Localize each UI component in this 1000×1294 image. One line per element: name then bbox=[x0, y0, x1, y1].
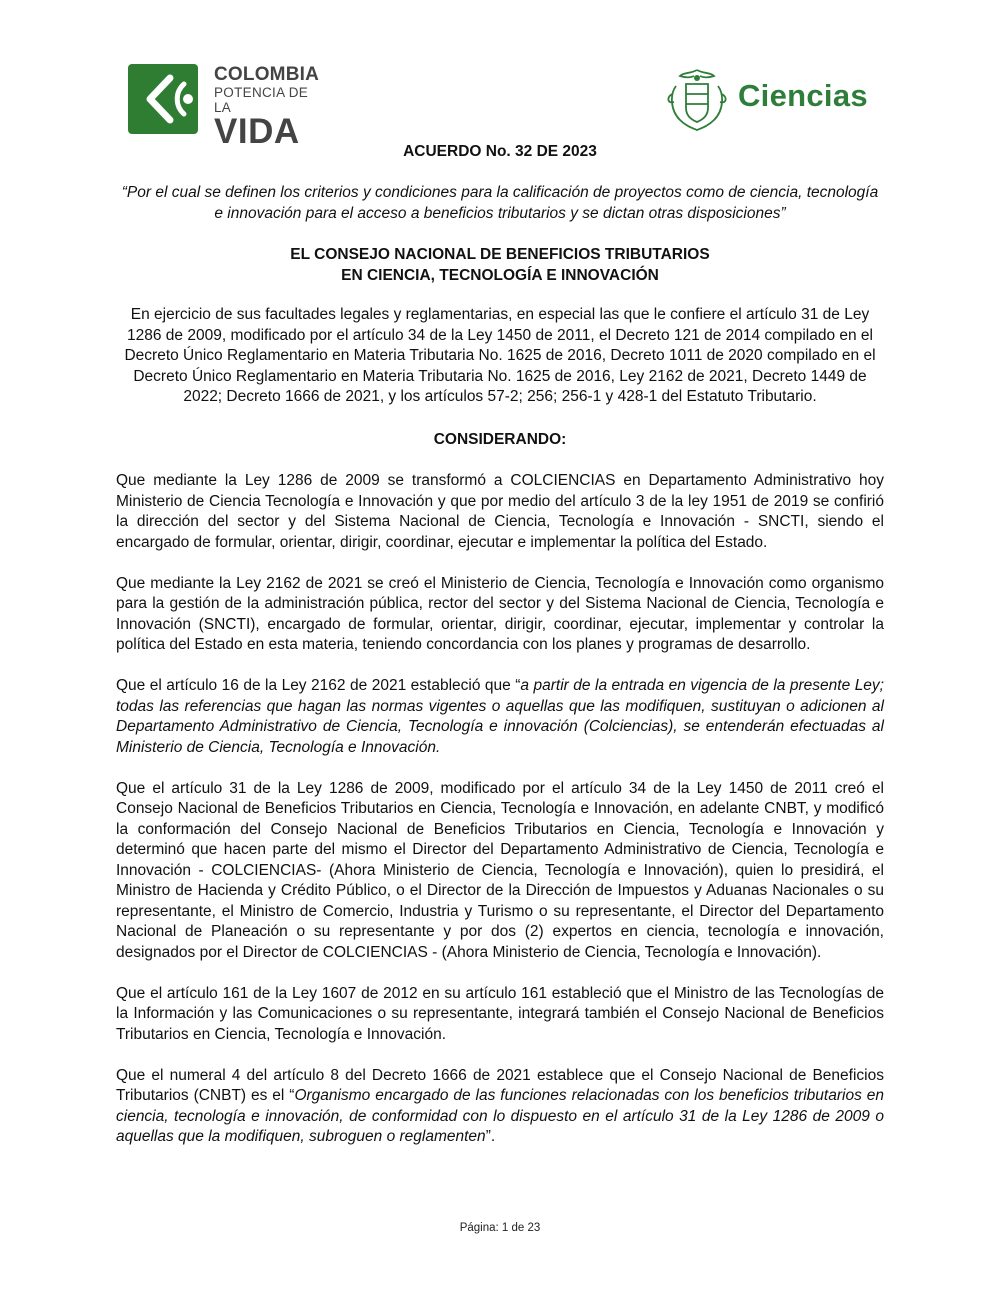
document-subtitle: “Por el cual se definen los criterios y condiciones para la calificación de proyectos como de ciencia, tecnología e innovación para el acceso a beneficios tributarios y se dictan otras disposiciones” bbox=[121, 184, 879, 222]
paragraph: Que el artículo 31 de la Ley 1286 de 2009, modificado por el artículo 34 de la Ley 1450 de 2011 creó el Consejo Nacional de Beneficios Tributarios en Ciencia, Tecnología e Innovación, en adelante CNBT, y modificó la conformación del Consejo Nacional de Beneficios Tributarios en Ciencia, Tecnología e Innovación y determinó que hacen parte del mismo el Director del Departamento Administrativo de Ciencia, Tecnología e Innovación - COLCIENCIAS- (Ahora Ministerio de Ciencia, Tecnología e Innovación), quien lo presidirá, el Ministro de Hacienda y Crédito Público, o el Director de la Dirección de Impuestos y Aduanas Nacionales o su representante, el Ministro de Comercio, Industria y Turismo o su representante, el Director del Departamento Nacional de Planeación o su representante y por dos (2) expertos en ciencia, tecnología e innovación, designados por el Director de COLCIENCIAS - (Ahora Ministerio de Ciencia, Tecnología e Innovación). bbox=[116, 779, 884, 961]
logo-line-vida: VIDA bbox=[214, 112, 300, 151]
paragraph bbox=[116, 676, 884, 758]
coat-of-arms-icon bbox=[664, 64, 730, 134]
ciencias-wordmark: Ciencias bbox=[738, 78, 868, 113]
paragraph: Que el artículo 161 de la Ley 1607 de 2012 en su artículo 161 estableció que el Ministro de las Tecnologías de la Información y las Comunicaciones o su representante, integrará también el Consejo Nacional de Beneficios Tributarios en Ciencia, Tecnología e Innovación. bbox=[116, 984, 884, 1043]
paragraph-intro: Que el numeral 4 del artículo 8 del Decreto 1666 de 2021 establece que el Consejo Nacional de Beneficios Tributarios (CNBT) es el “ bbox=[116, 1066, 884, 1104]
paragraph bbox=[116, 1066, 884, 1148]
considering-body bbox=[116, 471, 884, 1168]
paragraph: Que mediante la Ley 1286 de 2009 se transformó a COLCIENCIAS en Departamento Administrativo hoy Ministerio de Ciencia Tecnología e Innovación y que por medio del artículo 3 de la ley 1951 de 2019 se confirió la dirección del sector y del Sistema Nacional de Ciencia, Tecnología e Innovación - SNCTI, siendo el encargado de formular, orientar, dirigir, coordinar, ejecutar e implementar la política del Estado. bbox=[116, 472, 884, 551]
ciencias-logo bbox=[664, 64, 874, 136]
colombia-potencia-de-la-vida-logo bbox=[128, 64, 328, 151]
colombia-wave-icon bbox=[128, 64, 204, 134]
paragraph-quote: Organismo encargado de las funciones relacionadas con los beneficios tributarios en ciencia, tecnología e innovación, de conformidad con lo dispuesto en el artículo 31 de la Ley 1286 de 2009 o aquellas que la modifiquen, subroguen o reglamenten bbox=[116, 1087, 884, 1145]
preamble-paragraph: En ejercicio de sus facultades legales y reglamentarias, en especial las que le confiere el artículo 31 de Ley 1286 de 2009, modificado por el artículo 34 de la Ley 1450 de 2011, el Decreto 121 de 2014 compilado en el Decreto Único Reglamentario en Materia Tributaria No. 1625 de 2016, Decreto 1011 de 2020 compilado en el Decreto Único Reglamentario en Materia Tributaria No. 1625 de 2016, Ley 2162 de 2021, Decreto 1449 de 2022; Decreto 1666 de 2021, y los artículos 57-2; 256; 256-1 y 428-1 del Estatuto Tributario. bbox=[124, 306, 876, 405]
logo-line-colombia: COLOMBIA bbox=[214, 64, 320, 85]
considering-heading: CONSIDERANDO: bbox=[433, 431, 567, 448]
page-number: Página: 1 de 23 bbox=[459, 1222, 541, 1234]
council-heading bbox=[0, 245, 1000, 286]
council-heading-line2: EN CIENCIA, TECNOLOGÍA E INNOVACIÓN bbox=[341, 266, 659, 284]
document-title: ACUERDO No. 32 DE 2023 bbox=[403, 143, 597, 160]
paragraph-intro: Que el artículo 16 de la Ley 2162 de 2021 estableció que “ bbox=[116, 677, 521, 694]
paragraph-outro: ”. bbox=[485, 1128, 496, 1145]
council-heading-line1: EL CONSEJO NACIONAL DE BENEFICIOS TRIBUTARIOS bbox=[290, 246, 710, 263]
paragraph-quote: a partir de la entrada en vigencia de la presente Ley; todas las referencias que hagan las normas vigentes o aquellas que las modifiquen, sustituyan o adicionen al Departamento Administrativo de Ciencia, Tecnología e innovación (Colciencias), se entenderán efectuadas al Ministerio de Ciencia, Tecnología e Innovación. bbox=[116, 677, 884, 756]
logo-line-potencia: POTENCIA DE LA bbox=[214, 85, 309, 115]
logo-wordmark bbox=[214, 64, 328, 149]
paragraph: Que mediante la Ley 2162 de 2021 se creó el Ministerio de Ciencia, Tecnología e Innovación como organismo para la gestión de la administración pública, rector del sector y del Sistema Nacional de Ciencia, Tecnología e Innovación (SNCTI), encargado de formular, orientar, dirigir, coordinar, ejecutar, implementar y controlar la política del Estado en esta materia, teniendo concordancia con los planes y programas de desarrollo. bbox=[116, 574, 884, 653]
